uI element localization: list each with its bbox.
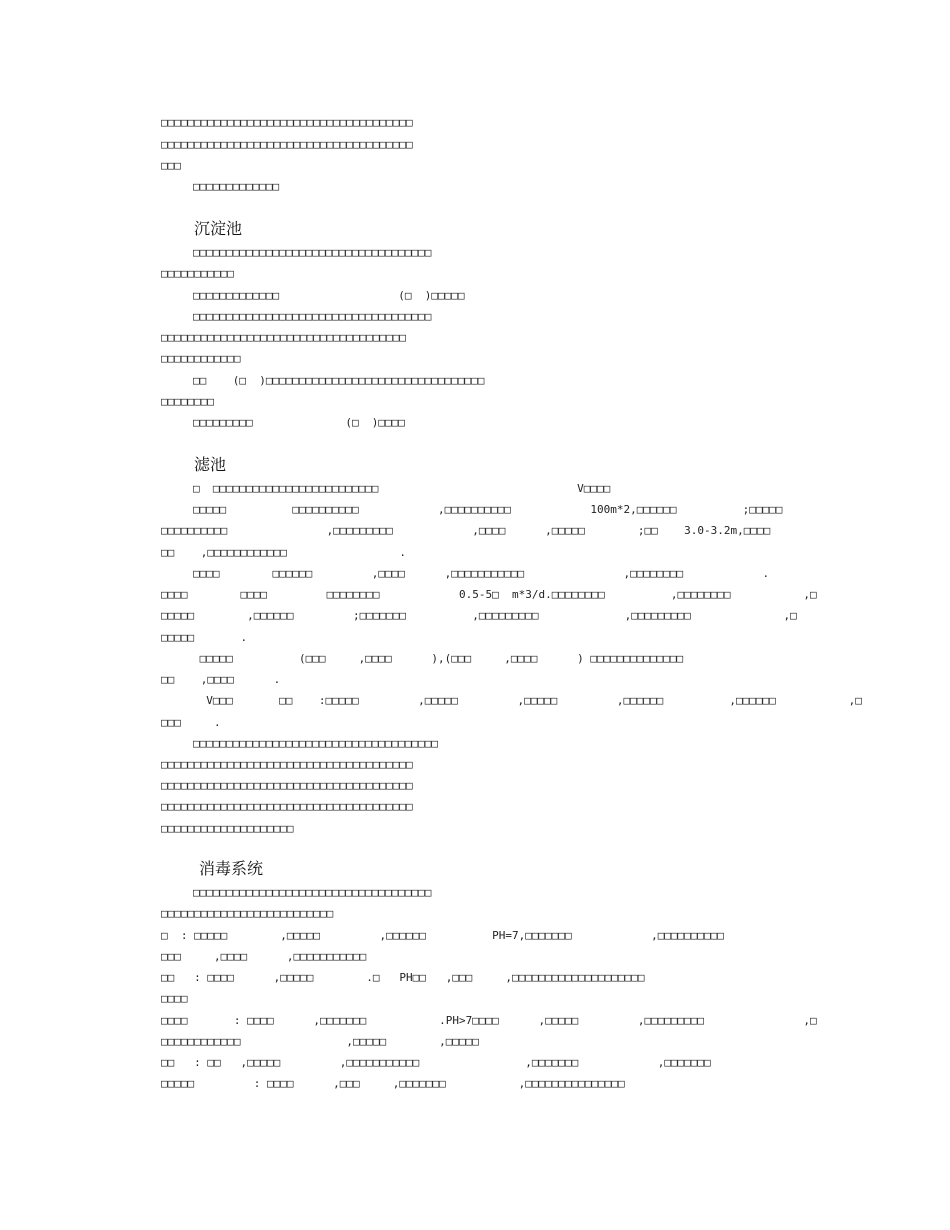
text-line: □□□□□□□□□□□□□□□□□□□□□□□□□□□□□□□□□□□□□ xyxy=(161,331,407,344)
text-line: □□□□□□□□ xyxy=(161,395,214,408)
text-line: □□□□□□□□□□□ xyxy=(161,267,234,280)
text-line: □□□□□ □□□□□□□□□□ ,□□□□□□□□□□ 100m*2,□□□□□□ ;□□□□□ xyxy=(193,503,783,516)
section-heading-disinfection: 消毒系统 xyxy=(199,859,264,878)
text-line: □□□□ □□□□ □□□□□□□□ 0.5-5□ m*3/d.□□□□□□□□ ,□□□□□□□□ ,□ xyxy=(161,588,817,601)
text-line: □□ : □□□□ ,□□□□□ .□ PH□□ ,□□□ ,□□□□□□□□□□□□□□□□□□□□ xyxy=(161,971,645,984)
text-line: □□□□ : □□□□ ,□□□□□□□ .PH>7□□□□ ,□□□□□ ,□□□□□□□□□ ,□ xyxy=(161,1014,817,1027)
text-line: □□ ,□□□□ . xyxy=(161,673,281,686)
section-heading-sedimentation: 沉淀池 xyxy=(194,219,243,238)
text-line: □□□□□□□□□ (□ )□□□□ xyxy=(193,416,405,429)
text-line: □□□□□ ,□□□□□□ ;□□□□□□□ ,□□□□□□□□□ ,□□□□□□□□□ ,□ xyxy=(161,609,797,622)
text-line: □□□□□□□□□□□□□□□□□□□□□□□□□□□□□□□□□□□□□□ xyxy=(161,779,413,792)
text-line: □□ ,□□□□□□□□□□□□ . xyxy=(161,546,407,559)
text-line: □□□□□□□□□□□□□ xyxy=(193,180,280,193)
text-line: □□□□□□□□□□□□□□□□□□□□□□□□□□□□□□□□□□□□ xyxy=(193,310,432,323)
text-line: □□□ . xyxy=(161,716,221,729)
text-line: □□ (□ )□□□□□□□□□□□□□□□□□□□□□□□□□□□□□□□□□ xyxy=(193,374,485,387)
text-line: □□□□ xyxy=(161,992,188,1005)
text-line: □□□□□□□□□□□□□□□□□□□□□□□□□□□□□□□□□□□□ xyxy=(193,886,432,899)
text-line: □□□□□□□□□□ ,□□□□□□□□□ ,□□□□ ,□□□□□ ;□□ 3.0-3.2m,□□□□ xyxy=(161,524,771,537)
text-line: □□□□□□□□□□□□□□□□□□□□□□□□□□□□□□□□□□□□□□ xyxy=(161,116,413,129)
text-line: □□□□ □□□□□□ ,□□□□ ,□□□□□□□□□□□ ,□□□□□□□□ . xyxy=(193,567,770,580)
text-line: □□□□□□□□□□□□□□□□□□□□□□□□□□□□□□□□□□□□□□ xyxy=(161,800,413,813)
text-line: □□□□□ . xyxy=(161,631,248,644)
text-line: □□□□□□□□□□□□□□□□□□□□□□□□□□□□□□□□□□□□□□ xyxy=(161,138,413,151)
text-line: □□□□□ (□□□ ,□□□□ ),(□□□ ,□□□□ ) □□□□□□□□□□□□□□ xyxy=(193,652,684,665)
text-line: □ : □□□□□ ,□□□□□ ,□□□□□□ PH=7,□□□□□□□ ,□□□□□□□□□□ xyxy=(161,929,724,942)
text-line: □□ : □□ ,□□□□□ ,□□□□□□□□□□□ ,□□□□□□□ ,□□□□□□□ xyxy=(161,1056,711,1069)
text-line: □□□ ,□□□□ ,□□□□□□□□□□□ xyxy=(161,950,367,963)
text-line: □□□□□□□□□□□□□ (□ )□□□□□ xyxy=(193,289,465,302)
text-line: □□□□□□□□□□□□□□□□□□□□□□□□□□ xyxy=(161,907,334,920)
text-line: □□□□□□□□□□□□□□□□□□□□□□□□□□□□□□□□□□□□□ xyxy=(193,737,439,750)
text-line: □□□□□ : □□□□ ,□□□ ,□□□□□□□ ,□□□□□□□□□□□□□□□ xyxy=(161,1077,625,1090)
text-line: □□□□□□□□□□□□□□□□□□□□ xyxy=(161,822,294,835)
text-line: V□□□ □□ :□□□□□ ,□□□□□ ,□□□□□ ,□□□□□□ ,□□□□□□ ,□ xyxy=(193,694,862,707)
text-line: □□□□□□□□□□□□□□□□□□□□□□□□□□□□□□□□□□□□□□ xyxy=(161,758,413,771)
text-line: □□□ xyxy=(161,159,181,172)
section-heading-filter: 滤池 xyxy=(194,455,227,474)
text-line: □ □□□□□□□□□□□□□□□□□□□□□□□□□ V□□□□ xyxy=(193,482,611,495)
text-line: □□□□□□□□□□□□□□□□□□□□□□□□□□□□□□□□□□□□ xyxy=(193,246,432,259)
text-line: □□□□□□□□□□□□ ,□□□□□ ,□□□□□ xyxy=(161,1035,479,1048)
text-line: □□□□□□□□□□□□ xyxy=(161,352,241,365)
